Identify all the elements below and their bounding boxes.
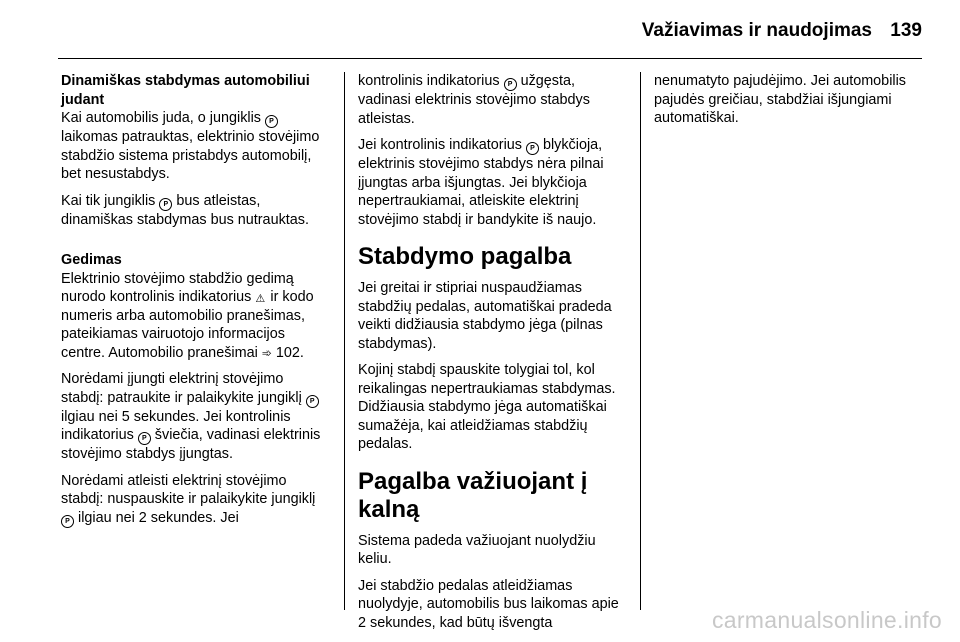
parking-brake-icon: P [306,395,319,408]
section-heading-fault: Gedimas [61,252,122,268]
page-number: 139 [890,20,922,41]
parking-brake-indicator-icon: P [526,142,539,155]
parking-brake-icon: P [61,515,74,528]
text: kontrolinis indikatorius [358,73,500,89]
text: blykčioja, elektrinis stovėjimo stabdys nėra pilnai įjungtas arba išjungtas. Jei blykčioja nepertraukiamai, atleiskite elektrinį stovėjimo stabdį ir bandykite iš naujo. [358,137,604,228]
paragraph [358,136,626,229]
paragraph: Kojinį stabdį spauskite tolygiai tol, kol reikalingas nepertraukiamas stabdymas. Didžiausia stabdymo jėga automatiškai sumažėja, kai atleidžiamas stabdžių pedalas. [358,362,616,452]
text: Kai automobilis juda, o jungiklis [61,110,261,126]
paragraph [358,72,626,128]
paragraph [61,370,329,464]
text: bus atleistas, dinamiškas stabdymas bus nutrauktas. [61,192,309,228]
column-divider-2 [640,72,641,610]
warning-indicator-icon: ⚠ [255,293,266,305]
text: laikomas patrauktas, elektrinio stovėjimo stabdžio sistema pristabdys automobilį, bet nesustabdys. [61,129,320,182]
chapter-title: Važiavimas ir naudojimas [641,20,872,41]
paragraph [61,192,329,230]
parking-brake-icon: P [159,198,172,211]
page-header [0,0,960,62]
paragraph [61,109,329,184]
page-reference-icon: ➾ [261,345,272,360]
paragraph: Jei stabdžio pedalas atleidžiamas nuolydyje, automobilis bus laikomas apie 2 sekundes, kad būtų išvengta [358,577,619,631]
text: Norėdami įjungti elektrinį stovėjimo stabdį: patraukite ir palaikykite jungiklį [61,371,302,406]
section-heading-hill-start-assist: Pagalba važiuojant į kalną [358,467,588,523]
column-divider-1 [344,72,345,610]
text: ilgiau nei 5 sekundes. Jei kontrolinis indikatorius [61,408,291,443]
section-heading-brake-assist: Stabdymo pagalba [358,243,572,270]
text: Norėdami atleisti elektrinį stovėjimo stabdį: nuspauskite ir palaikykite jungiklį [61,472,316,507]
parking-brake-indicator-icon: P [504,78,517,91]
text: ilgiau nei 2 sekundes. Jei [78,509,239,526]
parking-brake-icon: P [265,115,278,128]
column-2 [358,72,626,640]
text: Kai tik jungiklis [61,192,156,209]
text: šviečia, vadinasi elektrinis stovėjimo stabdys įjungtas. [61,427,321,462]
text: ir kodo numeris arba automobilio pranešimas, pateikiamas vairuotojo informacijos centre. Automobilio pranešimai [61,289,314,361]
watermark: carmanualsonline.info [711,607,942,633]
column-1 [61,72,329,536]
section-heading-dynamic-braking: Dinamiškas stabdymas automobiliui judant [61,73,310,108]
text: Jei kontrolinis indikatorius [358,137,522,153]
parking-brake-indicator-icon: P [138,432,151,445]
text: Elektrinio stovėjimo stabdžio gedimą nurodo kontrolinis indikatorius [61,270,294,305]
paragraph [61,270,329,363]
paragraph: Jei greitai ir stipriai nuspaudžiamas stabdžių pedalas, automatiškai pradeda veikti didžiausia stabdymo jėga (pilnas stabdymas). [358,280,612,352]
column-3 [654,72,922,136]
page-reference: 102. [275,344,304,361]
text: užgęsta, vadinasi elektrinis stovėjimo stabdys atleistas. [358,73,590,127]
paragraph: nenumatyto pajudėjimo. Jei automobilis pajudės greičiau, stabdžiai išjungiami automatiškai. [654,73,906,126]
paragraph [61,472,329,528]
paragraph: Sistema padeda važiuojant nuolydžiu keliu. [358,532,596,567]
header-divider [58,58,922,59]
